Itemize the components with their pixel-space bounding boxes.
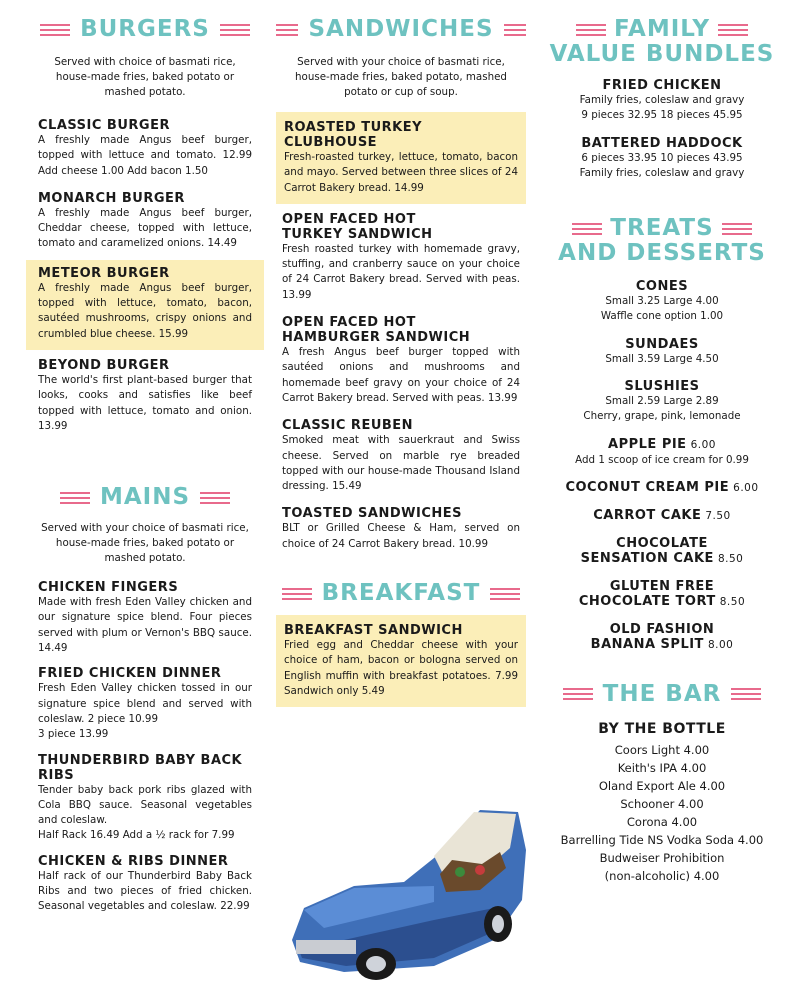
item-name: BATTERED HADDOCK [581,135,743,151]
list-item: Barrelling Tide NS Vodka Soda 4.00 [560,832,764,847]
menu-item [540,622,784,653]
classic-car-illustration [284,790,528,986]
menu-item [276,414,526,498]
item-name: FRIED CHICKEN DINNER [38,666,222,682]
item-name: BREAKFAST SANDWICH [284,623,463,639]
item-price: 8.50 [717,552,744,565]
item-desc: Fresh Eden Valley chicken tossed in our signature spice blend and served with coleslaw. 2 piece 10.99 [38,682,252,725]
item-desc: Cherry, grape, pink, lemonade [583,410,741,423]
family-title-line1: FAMILY [613,16,711,42]
menu-item [276,502,526,556]
item-price: 6.00 [733,481,759,494]
menu-item [540,279,784,325]
menu-item-highlighted [276,112,526,204]
item-desc: Small 3.59 Large 4.50 [605,352,719,365]
breakfast-heading [276,582,526,605]
item-desc: A freshly made Angus beef burger, Cheddar cheese, topped with lettuce, tomato and caramelized onions. 14.49 [38,206,252,250]
list-item: Oland Export Ale 4.00 [598,778,726,793]
stripes-icon [40,24,70,36]
menu-item [32,662,258,746]
bar-list [540,741,784,885]
item-name: SENSATION CAKE [580,550,714,566]
item-name: SLUSHIES [624,379,700,395]
list-item: Schooner 4.00 [620,796,704,811]
item-desc: A freshly made Angus beef burger, topped with lettuce, tomato, bacon, sautéed mushrooms, crispy onions and crumbled blue cheese. 15.99 [38,281,252,340]
menu-item [32,850,258,919]
menu-item-highlighted [276,615,526,707]
item-name: APPLE PIE [608,436,687,452]
item-desc: Tender baby back pork ribs glazed with Cola BBQ sauce. Seasonal vegetables and coleslaw. [38,783,252,827]
item-name: OLD FASHION [609,621,715,637]
menu-item [540,78,784,124]
column-left [32,0,258,919]
item-name: OPEN FACED HOT HAMBURGER SANDWICH [282,315,471,346]
item-price: 7.50 [705,509,731,522]
list-item: Keith's IPA 4.00 [617,760,707,775]
list-item: Corona 4.00 [626,814,698,829]
menu-item [32,114,258,183]
item-price: 6.00 [690,438,716,451]
menu-item [540,480,784,496]
item-desc: A freshly made Angus beef burger, topped with lettuce and tomato. 12.99 Add cheese 1.00 Add bacon 1.50 [38,134,252,177]
item-name: ROASTED TURKEY CLUBHOUSE [284,120,423,150]
item-desc: Family fries, coleslaw and gravy [579,166,745,179]
menu-item [276,311,526,410]
menu-item [540,536,784,567]
item-name: FRIED CHICKEN [602,78,722,93]
breakfast-title: BREAKFAST [321,580,481,607]
stripes-icon [576,24,606,36]
menu-item [540,437,784,468]
menu-item [32,749,258,848]
mains-heading [32,486,258,509]
stripes-icon [490,588,520,600]
list-item: Coors Light 4.00 [614,742,710,757]
item-desc: 3 piece 13.99 [38,728,109,741]
item-name: CARROT CAKE [593,507,702,523]
item-name: MONARCH BURGER [38,190,185,206]
stripes-icon [718,24,748,36]
menu-item [32,576,258,660]
item-name: GLUTEN FREE [609,578,715,594]
item-price: 8.50 [719,595,746,608]
item-name: COCONUT CREAM PIE [565,479,730,495]
item-desc: Family fries, coleslaw and gravy [579,94,745,106]
menu-item [540,579,784,610]
menu-item-highlighted [26,260,264,350]
item-desc: A fresh Angus beef burger topped with sautéed onions and mushrooms and homemade beef gravy on your choice of 24 Carrot Bakery bread. Served with peas. 13.99 [282,346,520,404]
sandwiches-heading [276,18,526,41]
item-name: THUNDERBIRD BABY BACK RIBS [38,752,243,783]
item-desc: 9 pieces 32.95 18 pieces 45.95 [581,109,743,122]
item-name: SUNDAES [625,336,699,352]
item-desc: Small 3.25 Large 4.00 [605,295,719,308]
stripes-icon [276,24,298,36]
menu-item [540,508,784,524]
item-price: 8.00 [707,638,734,651]
item-name: CHOCOLATE [616,535,708,551]
item-name: CONES [635,279,689,295]
burgers-heading [32,18,258,41]
treats-heading [540,217,784,265]
item-name: CLASSIC REUBEN [282,418,414,434]
menu-item [540,136,784,182]
item-desc: Fresh-roasted turkey, lettuce, tomato, bacon and mayo. Served between three slices of 24 Carrot Bakery bread. 14.99 [284,151,518,194]
item-desc: Half Rack 16.49 Add a ½ rack for 7.99 [38,829,235,842]
bar-heading [540,680,784,707]
item-name: CHICKEN & RIBS DINNER [38,853,229,869]
item-desc: 6 pieces 33.95 10 pieces 43.95 [581,151,743,164]
item-name: TOASTED SANDWICHES [282,506,462,522]
stripes-icon [282,588,312,600]
item-desc: Small 2.59 Large 2.89 [605,395,719,408]
stripes-icon [572,223,602,235]
stripes-icon [731,688,761,700]
sandwiches-intro: Served with your choice of basmati rice, house-made fries, baked potato, mashed potato or cup of soup. [295,56,507,98]
item-desc: Made with fresh Eden Valley chicken and our signature spice blend. Four pieces served with plum or Vernon's BBQ sauce. 14.49 [38,596,252,655]
stripes-icon [60,492,90,504]
item-name: BEYOND BURGER [38,357,170,373]
bar-subtitle-block [540,722,784,737]
item-desc: Waffle cone option 1.00 [600,310,724,323]
stripes-icon [563,688,593,700]
column-middle [276,0,526,707]
menu-item [32,354,258,438]
family-title-line2: VALUE BUNDLES [549,41,775,67]
burgers-intro: Served with choice of basmati rice, house-made fries, baked potato or mashed potato. [54,56,236,98]
bar-title: THE BAR [602,680,722,707]
car-icon [292,810,526,980]
item-desc: Smoked meat with sauerkraut and Swiss cheese. Served on marble rye breaded topped with our house-made Thousand Island dressing. 15.49 [282,434,520,493]
item-name: CLASSIC BURGER [38,118,170,133]
mains-title: MAINS [99,484,191,511]
item-name: OPEN FACED HOT TURKEY SANDWICH [282,211,433,242]
item-name: CHOCOLATE TORT [578,593,716,609]
mains-intro: Served with your choice of basmati rice, house-made fries, baked potato or mashed potato. [41,522,249,565]
menu-item [540,337,784,367]
menu-item [276,208,526,307]
item-name: BANANA SPLIT [590,636,704,652]
treats-title-line2: AND DESSERTS [558,240,766,267]
bar-subtitle: BY THE BOTTLE [598,720,726,737]
sandwiches-title: SANDWICHES [308,16,494,42]
item-desc: BLT or Grilled Cheese & Ham, served on choice of 24 Carrot Bakery bread. 10.99 [282,522,520,550]
item-name: CHICKEN FINGERS [38,580,179,596]
list-item: Budweiser Prohibition [599,850,725,865]
column-right [540,0,784,885]
burgers-title: BURGERS [80,16,210,42]
menu-item [540,379,784,425]
stripes-icon [722,223,752,235]
stripes-icon [200,492,230,504]
item-name: METEOR BURGER [38,265,170,281]
item-desc: Fried egg and Cheddar cheese with your choice of ham, bacon or bologna served on English muffin with breakfast potatoes. 7.99 Sandwich only 5.49 [284,639,518,697]
item-desc: Fresh roasted turkey with homemade gravy, stuffing, and cranberry sauce on your choice of 24 Carrot Bakery bread. Served with peas. 13.99 [282,242,520,301]
item-desc: Add 1 scoop of ice cream for 0.99 [575,453,749,466]
list-item: (non-alcoholic) 4.00 [604,868,720,883]
stripes-icon [220,24,250,36]
treats-title-line1: TREATS [610,215,714,242]
item-desc: The world's first plant-based burger that looks, cooks and satisfies like beef topped with lettuce, tomato and onion. 13.99 [38,373,252,432]
menu-item [32,187,258,256]
stripes-icon [504,24,526,36]
item-desc: Half rack of our Thunderbird Baby Back Ribs and two pieces of fried chicken. Seasonal vegetables and coleslaw. 22.99 [38,869,252,913]
family-heading [540,18,784,66]
